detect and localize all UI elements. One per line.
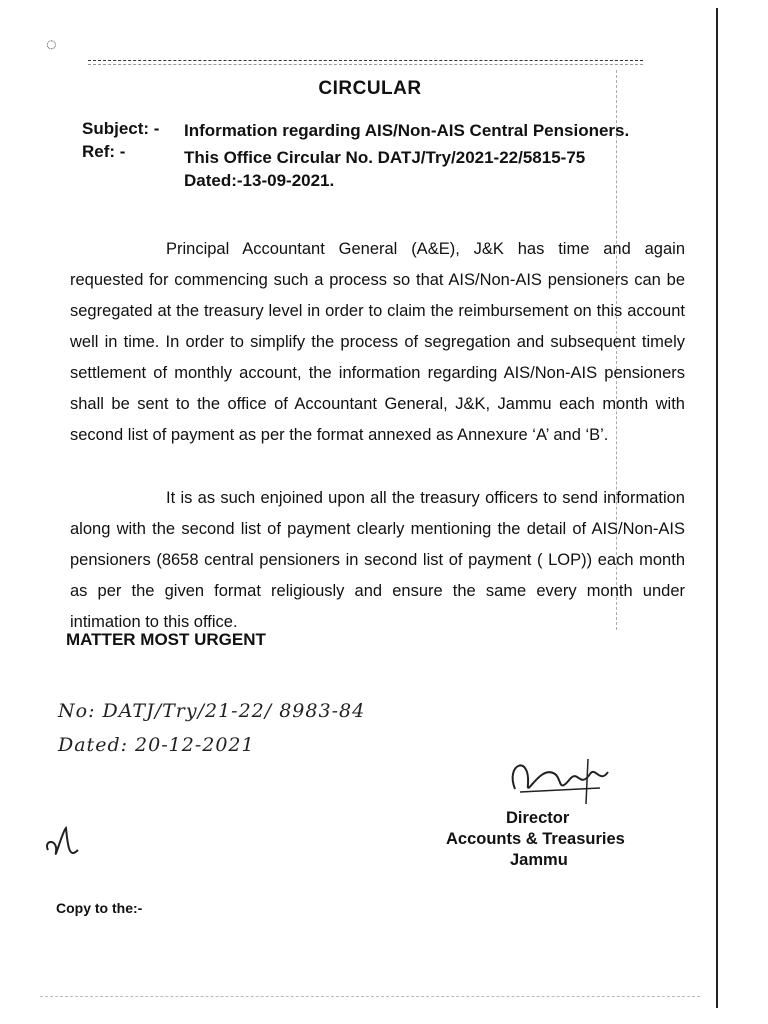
handwritten-date: Dated: 20-12-2021	[58, 734, 255, 756]
subject-text: Information regarding AIS/Non-AIS Central Pensioners.	[184, 121, 630, 140]
signatory-designation: Director	[506, 809, 570, 827]
signatory-location: Jammu	[510, 851, 568, 869]
signatory-department: Accounts & Treasuries	[446, 830, 625, 848]
body-paragraph-2	[70, 483, 685, 638]
page-edge-line	[716, 8, 718, 1008]
urgency-note: MATTER MOST URGENT	[66, 630, 266, 649]
paragraph-2-text: It is as such enjoined upon all the treasury officers to send information along with the second list of payment clearly mentioning the detail of AIS/Non-AIS pensioners (8658 central pensioners in second list of payment ( LOP)) each month as per the given format religiously and ensure the same every month under intimation to this office.	[70, 489, 685, 631]
ref-circular-number: This Office Circular No. DATJ/Try/2021-22/5815-75	[184, 148, 586, 167]
copy-to-label: Copy to the:-	[56, 900, 143, 916]
director-signature	[500, 744, 620, 814]
signatory-block	[446, 808, 666, 871]
punch-hole-mark: ◌	[46, 34, 57, 54]
document-title: CIRCULAR	[318, 78, 422, 99]
ref-date: Dated:-13-09-2021.	[184, 171, 335, 190]
initials-scribble	[38, 820, 88, 870]
handwritten-reference-number: No: DATJ/Try/21-22/ 8983-84	[58, 700, 366, 722]
ref-label: Ref: -	[82, 142, 126, 161]
top-divider-2	[88, 64, 643, 65]
bottom-divider	[40, 996, 700, 997]
body-paragraph-1	[70, 234, 685, 451]
top-divider	[88, 60, 643, 61]
subject-label: Subject: -	[82, 119, 160, 138]
paragraph-1-text: Principal Accountant General (A&E), J&K has time and again requested for commencing such a process so that AIS/Non-AIS pensioners can be segregated at the treasury level in order to claim the reimbursement on this account well in time. In order to simplify the process of segregation and subsequent timely settlement of monthly account, the information regarding AIS/Non-AIS pensioners shall be sent to the office of Accountant General, J&K, Jammu each month with second list of payment as per the format annexed as Annexure ‘A’ and ‘B’.	[70, 240, 685, 444]
